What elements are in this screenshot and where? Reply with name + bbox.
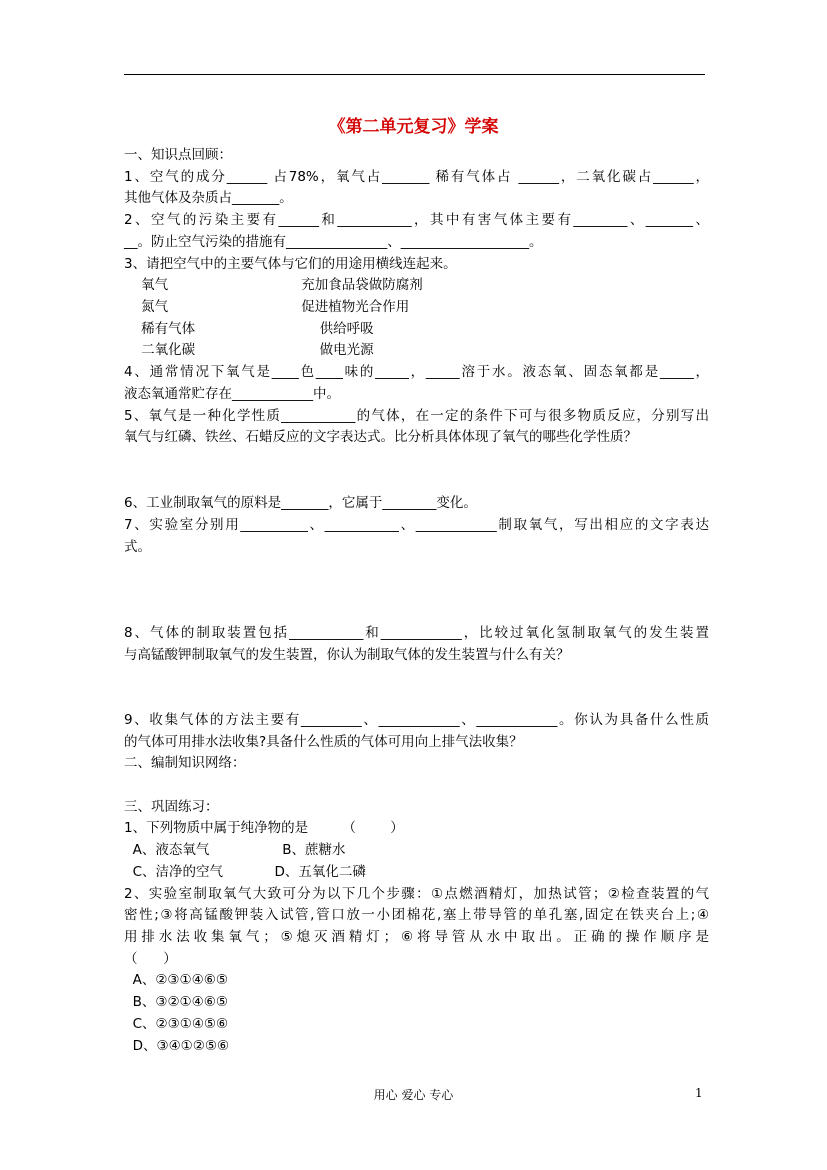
section-heading: 三、巩固练习： [124, 799, 219, 815]
question-line: 1、空气的成分______ 占78%，氧气占_______ 稀有气体占 ______，二氧化碳占______， [124, 169, 709, 185]
question-line: 密性;③将高锰酸钾装入试管,管口放一小团棉花,塞上带导管的单孔塞,固定在铁夹台上;④ [124, 907, 709, 923]
question-line: 4、通常情况下氧气是____色____味的_____，_____溶于水。液态氧、固态氧都是_____， [124, 364, 709, 380]
answer-option: A、液态氧气 B、蔗糖水 [124, 842, 346, 858]
question-line: 6、工业制取氧气的原料是_______，它属于________变化。 [124, 495, 477, 511]
question-line: 的气体可用排水法收集?具备什么性质的气体可用向上排气法收集？ [124, 734, 523, 750]
question-line: 用排水法收集氧气；⑤熄灭酒精灯；⑥将导管从水中取出。正确的操作顺序是 [124, 929, 709, 945]
answer-option: C、②③①④⑤⑥ [124, 1016, 229, 1032]
section-heading: 一、知识点回顾： [124, 147, 232, 163]
question-line: 5、氧气是一种化学性质___________的气体，在一定的条件下可与很多物质反应，分别写出 [124, 408, 709, 424]
question-line: 7、实验室分别用__________、___________、____________制取氧气，写出相应的文字表达 [124, 517, 709, 533]
section-heading: 二、编制知识网络： [124, 755, 246, 771]
header-rule [124, 74, 705, 75]
question-line: __。防止空气污染的措施有_______________、___________________。 [124, 234, 543, 250]
question-line: 2、空气的污染主要有______和___________，其中有害气体主要有________、_______、 [124, 212, 709, 228]
page-title: 《第二单元复习》学案 [328, 117, 499, 137]
question-line: 9、收集气体的方法主要有_________、____________、____________。你认为具备什么性质 [124, 712, 709, 728]
answer-option: A、②③①④⑥⑤ [124, 972, 228, 988]
question-line: 式。 [124, 539, 151, 555]
footer-motto: 用心 爱心 专心 [373, 1088, 454, 1102]
matching-item: 氧气 充加食品袋做防腐剂 [124, 277, 423, 293]
answer-option: B、③②①④⑥⑤ [124, 994, 228, 1010]
question-line: 8、气体的制取装置包括___________和____________，比较过氧化氢制取氧气的发生装置 [124, 625, 709, 641]
question-line: 氧气与红磷、铁丝、石蜡反应的文字表达式。比分析具体体现了氧气的哪些化学性质？ [124, 429, 637, 445]
answer-option: C、洁净的空气 D、五氧化二磷 [124, 864, 366, 880]
answer-option: D、③④①②⑤⑥ [124, 1038, 230, 1054]
question-line: 与高锰酸钾制取氧气的发生装置，你认为制取气体的发生装置与什么有关？ [124, 647, 570, 663]
question-line: 3、请把空气中的主要气体与它们的用途用横线连起来。 [124, 256, 457, 272]
question-line: 1、下列物质中属于纯净物的是 （ ） [124, 820, 404, 836]
matching-item: 稀有气体 供给呼吸 [124, 321, 374, 337]
question-line: （ ） [124, 951, 177, 967]
matching-item: 二氧化碳 做电光源 [124, 342, 374, 358]
question-line: 其他气体及杂质占_______。 [124, 190, 293, 206]
matching-item: 氮气 促进植物光合作用 [124, 299, 410, 315]
question-line: 2、实验室制取氧气大致可分为以下几个步骤：①点燃酒精灯，加热试管；②检查装置的气 [124, 886, 709, 902]
question-line: 液态氧通常贮存在____________中。 [124, 386, 340, 402]
page-number: 1 [695, 1086, 703, 1100]
